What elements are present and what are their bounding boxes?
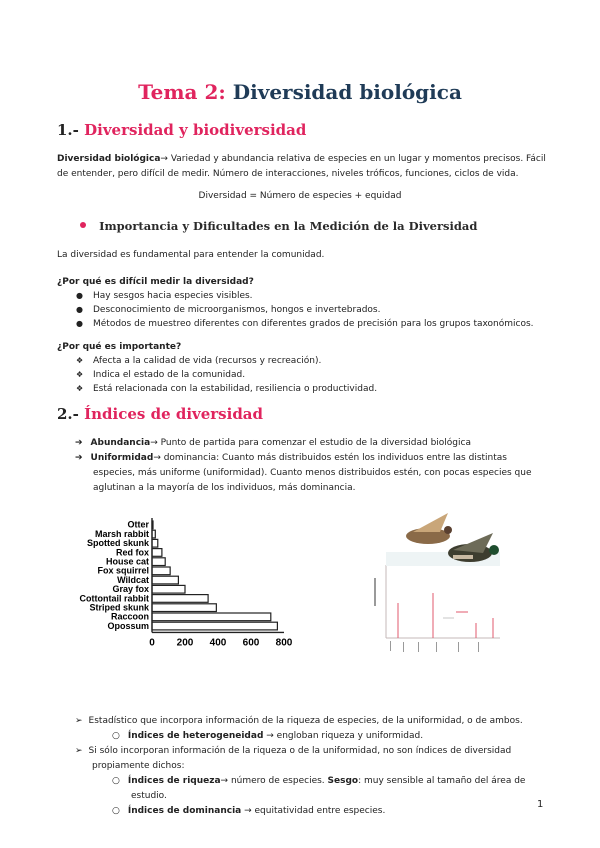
section-2-heading: 2.- Índices de diversidad (57, 405, 264, 423)
bullet-icon: ● (76, 291, 83, 300)
list-item: ❖ Indica el estado de la comunidad. (76, 370, 246, 380)
x-tick-label: 400 (209, 637, 227, 648)
diamond-bullet-icon: ❖ (76, 370, 84, 379)
category-label: Fox squirrel (97, 565, 149, 576)
x-tick-label: 0 (149, 637, 155, 648)
arrowhead-icon: ➢ (75, 746, 83, 756)
bar (152, 549, 162, 557)
x-tick-label: 800 (275, 637, 293, 648)
bar (152, 585, 185, 593)
list-item: ● Métodos de muestreo diferentes con diferentes grados de precisión para los grupos taxonómicos. (76, 319, 534, 329)
list-item: ➢ Si sólo incorporan información de la riqueza o de la uniformidad, no son índices de diversidad (75, 746, 512, 756)
definition-paragraph: Diversidad biológica→ Variedad y abundancia relativa de especies en un lugar y momentos precisos. Fácil de entender, pero difícil de medir. Número de interacciones, niveles tróficos, funciones, ciclos de vida. (57, 154, 546, 179)
list-item: ● Hay sesgos hacia especies visibles. (76, 291, 253, 301)
category-label: Wildcat (117, 574, 149, 585)
category-label: Raccoon (110, 611, 149, 622)
q2-list (76, 354, 378, 396)
arrow-icon: ➔ (75, 453, 83, 463)
bar (152, 613, 271, 621)
list-item: ● Desconocimiento de microorganismos, hongos e invertebrados. (76, 305, 381, 315)
bar (152, 558, 165, 566)
question-1: ¿Por qué es difícil medir la diversidad? (57, 277, 254, 287)
category-label: Red fox (115, 547, 149, 558)
category-label: House cat (105, 556, 149, 567)
category-label: Gray fox (112, 584, 149, 595)
circle-bullet-icon: ○ (112, 731, 120, 741)
list-item: ○ Índices de riqueza→ número de especies. Sesgo: muy sensible al tamaño del área de (112, 776, 526, 786)
formula: Diversidad = Número de especies + equidad (198, 191, 402, 201)
arrowhead-icon: ➢ (75, 716, 83, 726)
bar (152, 539, 158, 547)
list-item: ➔ Abundancia→ Punto de partida para comenzar el estudio de la diversidad biológica (75, 438, 471, 448)
list-item: ➢ Estadístico que incorpora información de la riqueza de especies, de la uniformidad, o de ambos. (75, 716, 523, 726)
page-title: Tema 2: Diversidad biológica (138, 80, 462, 104)
category-label: Cottontail rabbit (79, 593, 149, 604)
bar (152, 567, 170, 575)
list-item: ➔ Uniformidad→ dominancia: Cuanto más distribuidos estén los individuos entre las distintas (75, 453, 507, 463)
list-item: ○ Índices de dominancia → equitatividad entre especies. (112, 806, 386, 816)
circle-bullet-icon: ○ (112, 776, 120, 786)
category-label: Marsh rabbit (94, 528, 149, 539)
x-tick-label: 200 (176, 637, 194, 648)
list-item: ❖ Está relacionada con la estabilidad, resiliencia o productividad. (76, 384, 378, 394)
subheading-importance: Importancia y Dificultades en la Medición de la Diversidad (80, 215, 477, 234)
intro-text: La diversidad es fundamental para entender la comunidad. (57, 250, 325, 260)
list-item: ❖ Afecta a la calidad de vida (recursos y recreación). (76, 356, 322, 366)
bullet-icon: ● (76, 319, 83, 328)
category-label: Opossum (107, 620, 149, 631)
category-label: Striped skunk (89, 602, 149, 613)
question-2: ¿Por qué es importante? (57, 342, 182, 352)
ducks-over-graph-image (358, 508, 518, 658)
bar (152, 622, 277, 630)
x-tick-label: 600 (242, 637, 260, 648)
bar (152, 604, 216, 612)
category-label: Otter (127, 519, 149, 530)
diamond-bullet-icon: ❖ (76, 384, 84, 393)
bullet-icon (80, 222, 86, 228)
bar (152, 595, 208, 603)
page-number: 1 (537, 799, 544, 810)
section-1-heading: 1.- Diversidad y biodiversidad (57, 121, 307, 139)
bar (152, 576, 178, 584)
bullet-icon: ● (76, 305, 83, 314)
mammal-bar-chart (52, 508, 302, 648)
category-label: Spotted skunk (86, 538, 149, 549)
arrow-icon: ➔ (75, 438, 83, 448)
bottom-list: ➢ Estadístico que incorpora información de la riqueza de especies, de la uniformidad, o de ambos. ○ Índices de heterogeneidad → engloban riqueza y uniformidad. ➢ Si sólo incorporan información de la riqueza o de la uniformidad, no son índices de diversidad propiamente dichos: ○ Índices de riqueza→ número de especies. Sesgo: muy sensible al tamaño del área de estudio. ○ Índices de dominancia → equitatividad entre especies. (75, 714, 555, 819)
arrow-list: ➔ Abundancia→ Punto de partida para comenzar el estudio de la diversidad biológica ➔ Uniformidad→ dominancia: Cuanto más distribuidos estén los individuos entre las distintas especies, más uniforme (uniformidad). Cuanto menos distribuidos estén, con pocas especies que aglutinan a la mayoría de los individuos, más dominancia. (75, 436, 555, 496)
q1-list (76, 289, 534, 331)
list-item: ○ Índices de heterogeneidad → engloban riqueza y uniformidad. (112, 731, 424, 741)
circle-bullet-icon: ○ (112, 806, 120, 816)
diamond-bullet-icon: ❖ (76, 356, 84, 365)
